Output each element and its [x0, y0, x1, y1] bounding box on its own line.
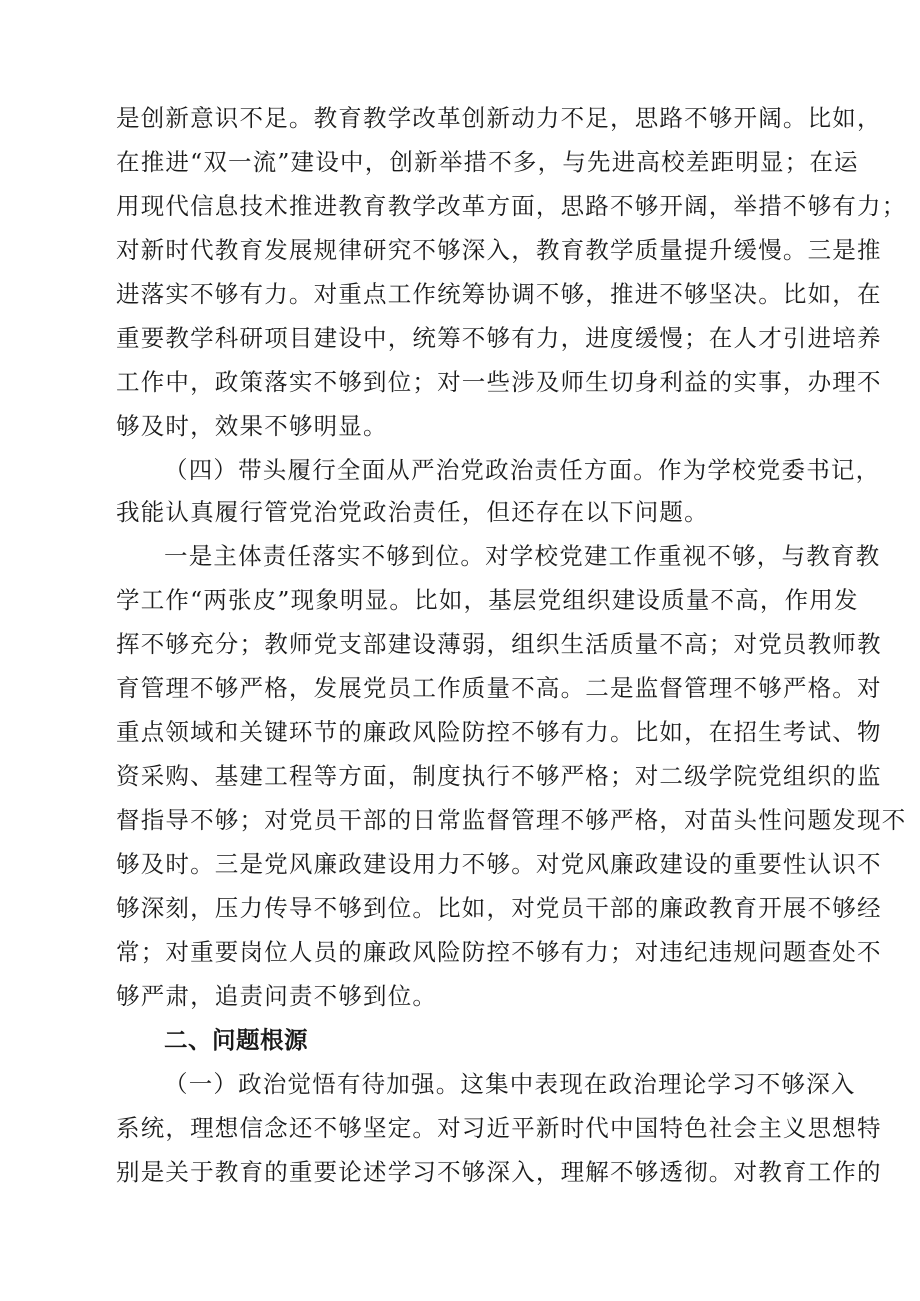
body-text-line: 工作中，政策落实不够到位；对一些涉及师生切身利益的实事，办理不 [116, 368, 882, 396]
body-text-line: 重要教学科研项目建设中，统筹不够有力，进度缓慢；在人才引进培养 [116, 324, 882, 352]
body-text-line: 学工作“两张皮”现象明显。比如，基层党组织建设质量不高，作用发 [116, 586, 859, 614]
body-text-line: 育管理不够严格，发展党员工作质量不高。二是监督管理不够严格。对 [116, 674, 882, 702]
body-text-line: 常；对重要岗位人员的廉政风险防控不够有力；对违纪违规问题查处不 [116, 938, 882, 966]
section-heading-two: 二、问题根源 [164, 1026, 308, 1054]
section-heading-four: （四）带头履行全面从严治党政治责任方面。作为学校党委书记， [164, 456, 881, 484]
body-text-line: 是创新意识不足。教育教学改革创新动力不足，思路不够开阔。比如， [116, 104, 882, 132]
body-text-line: 用现代信息技术推进教育教学改革方面，思路不够开阔，举措不够有力； [116, 192, 907, 220]
body-text-line: 督指导不够；对党员干部的日常监督管理不够严格，对苗头性问题发现不 [116, 806, 907, 834]
body-text-line: 够深刻，压力传导不够到位。比如，对党员干部的廉政教育开展不够经 [116, 894, 882, 922]
body-text-line: 够及时。三是党风廉政建设用力不够。对党风廉政建设的重要性认识不 [116, 850, 882, 878]
body-text-line: 别是关于教育的重要论述学习不够深入，理解不够透彻。对教育工作的 [116, 1158, 882, 1186]
body-text-line: 我能认真履行管党治党政治责任，但还存在以下问题。 [116, 498, 709, 526]
body-text-line: 挥不够充分；教师党支部建设薄弱，组织生活质量不高；对党员教师教 [116, 630, 882, 658]
body-text-line: 资采购、基建工程等方面，制度执行不够严格；对二级学院党组织的监 [116, 762, 882, 790]
body-text-line: 在推进“双一流”建设中，创新举措不多，与先进高校差距明显；在运 [116, 148, 859, 176]
body-text-line: 重点领域和关键环节的廉政风险防控不够有力。比如，在招生考试、物 [116, 718, 882, 746]
paragraph-first-line: 一是主体责任落实不够到位。对学校党建工作重视不够，与教育教 [164, 542, 881, 570]
paragraph-first-line: （一）政治觉悟有待加强。这集中表现在政治理论学习不够深入 [164, 1070, 856, 1098]
body-text-line: 进落实不够有力。对重点工作统筹协调不够，推进不够坚决。比如，在 [116, 280, 882, 308]
body-text-line: 够严肃，追责问责不够到位。 [116, 982, 438, 1010]
body-text-line: 系统，理想信念还不够坚定。对习近平新时代中国特色社会主义思想特 [116, 1114, 882, 1142]
body-text-line: 对新时代教育发展规律研究不够深入，教育教学质量提升缓慢。三是推 [116, 236, 882, 264]
body-text-line: 够及时，效果不够明显。 [116, 412, 388, 440]
